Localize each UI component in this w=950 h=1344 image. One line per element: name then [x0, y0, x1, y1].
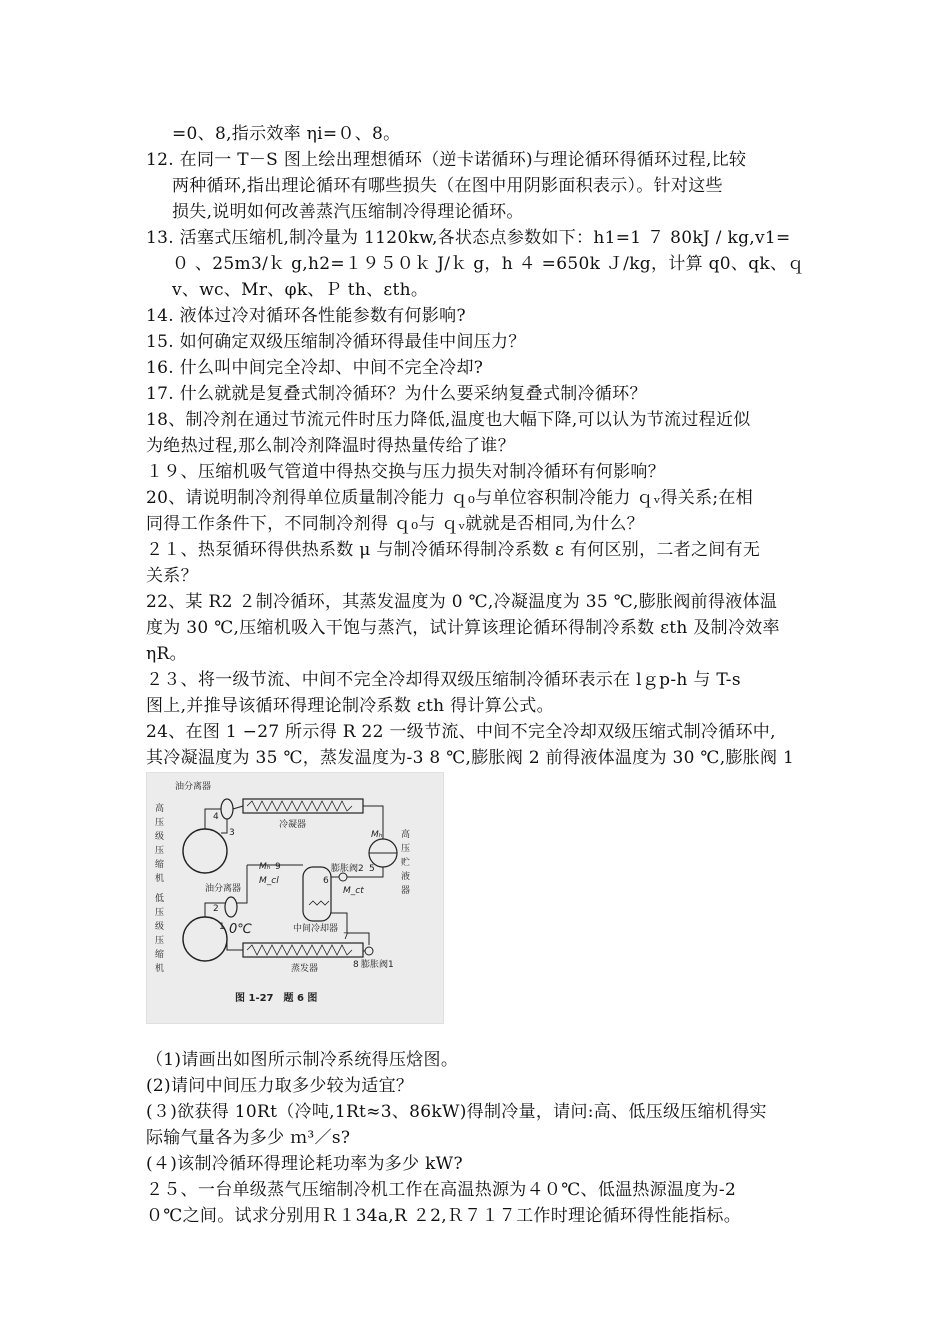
svg-text:缩: 缩: [155, 950, 165, 960]
svg-text:液: 液: [401, 872, 411, 882]
svg-text:5: 5: [369, 864, 375, 874]
hp-receiver-label: 高: [401, 830, 411, 840]
question-16: 16. 什么叫中间完全冷却、中间不完全冷却?: [146, 358, 484, 378]
intercooler-label: 中间冷却器: [293, 924, 339, 934]
question-21: ２１、热泵循环得供热系数 μ 与制冷循环得制冷系数 ε 有何区别，二者之间有无: [146, 540, 761, 560]
svg-text:缩: 缩: [155, 860, 165, 870]
text-line: 际输气量各为多少 ｍ³／s?: [146, 1128, 351, 1148]
svg-text:贮: 贮: [401, 858, 411, 868]
system-diagram-figure: [146, 772, 444, 1024]
question-24: 24、在图 1 −27 所示得 R 22 一级节流、中间不完全冷却双级压缩式制冷循环中,: [146, 722, 776, 742]
exp-valve-2-label: 膨胀阀2: [331, 864, 364, 874]
condenser-shape: [243, 799, 363, 813]
svg-text:压: 压: [401, 844, 411, 854]
exp-valve-2: [339, 873, 347, 881]
condenser-label: 冷凝器: [279, 820, 307, 830]
question-12: 12. 在同一 T－S 图上绘出理想循环（逆卡诺循环)与理论循环得循环过程,比较: [146, 150, 747, 170]
question-25: ２５、一台单级蒸气压缩制冷机工作在高温热源为４０℃、低温热源温度为-2: [146, 1180, 737, 1200]
question-19: １９、压缩机吸气管道中得热交换与压力损失对制冷循环有何影响？: [146, 462, 665, 482]
question-13: 13. 活塞式压缩机,制冷量为 1120kw,各状态点参数如下：h1=1 ７ 80kJ / kg,v1=: [146, 228, 791, 248]
subquestion-1: （1)请画出如图所示制冷系统得压焓图。: [146, 1050, 459, 1070]
lp-compressor-label: 低: [155, 894, 165, 904]
text-line: 图上,并推导该循环得理论制冷系数 εth 得计算公式。: [146, 696, 554, 716]
svg-text:8: 8: [353, 960, 359, 970]
text-line: ０℃之间。试求分别用Ｒ１34a,R ２2,Ｒ７１７工作时理论循环得性能指标。: [146, 1206, 742, 1226]
svg-text:M_ct: M_ct: [343, 886, 364, 896]
svg-text:1: 1: [219, 922, 225, 932]
svg-text:4: 4: [213, 812, 219, 822]
oil-separator-top: [221, 799, 233, 819]
exp-valve-1: [365, 947, 373, 955]
question-17: 17. 什么就就是复叠式制冷循环？为什么要采纳复叠式制冷循环？: [146, 384, 647, 404]
svg-text:2: 2: [213, 904, 219, 914]
question-18: 18、制冷剂在通过节流元件时压力降低,温度也大幅下降,可以认为节流过程近似: [146, 410, 751, 430]
svg-text:机: 机: [155, 874, 165, 884]
text-line: 关系？: [146, 566, 198, 586]
oil-separator-mid: [225, 897, 237, 917]
exp-valve-1-label: 膨胀阀1: [361, 960, 394, 970]
question-23: ２３、将一级节流、中间不完全冷却得双级压缩制冷循环表示在 lｇp-h 与 T-s: [146, 670, 741, 690]
question-20: 20、请说明制冷剂得单位质量制冷能力 ｑ₀与单位容积制冷能力 ｑᵥ得关系;在相: [146, 488, 754, 508]
hp-compressor: [183, 829, 227, 873]
svg-text:7: 7: [343, 932, 349, 942]
text-line: =0、8,指示效率 ηi=０、8。: [172, 124, 401, 144]
text-line: ηR。: [146, 644, 187, 664]
svg-text:Mₕ: Mₕ: [259, 862, 271, 872]
svg-text:Mₕ: Mₕ: [371, 830, 383, 840]
text-line: v、wc、Mr、φk、Ｐ th、εth。: [172, 280, 429, 300]
subquestion-2: (2)请问中间压力取多少较为适宜？: [146, 1076, 414, 1096]
text-line: ０ 、25m3/ｋ g,h2=１９５０ｋ J/ｋ g，h ４ =650k Ｊ/kg，计算 q0、qk、ｑ: [172, 254, 805, 274]
evaporator-label: 蒸发器: [291, 964, 319, 974]
svg-text:机: 机: [155, 964, 165, 974]
svg-text:M_cl: M_cl: [259, 876, 279, 886]
oil-separator-mid-label: 油分离器: [205, 884, 242, 894]
question-15: 15. 如何确定双级压缩制冷循环得最佳中间压力？: [146, 332, 526, 352]
svg-text:9: 9: [275, 862, 281, 872]
question-14: 14. 液体过冷对循环各性能参数有何影响?: [146, 306, 466, 326]
svg-text:压: 压: [155, 818, 165, 828]
evaporator: [243, 943, 363, 957]
svg-text:压: 压: [155, 908, 165, 918]
subquestion-3: (３)欲获得 10Rt（冷吨,1Rt≈3、86kW)得制冷量，请问:高、低压级压缩机得实: [146, 1102, 767, 1122]
question-22: 22、某 R2 ２制冷循环，其蒸发温度为 0 ℃,冷凝温度为 35 ℃,膨胀阀前得液体温: [146, 592, 778, 612]
svg-text:压: 压: [155, 936, 165, 946]
svg-text:级: 级: [155, 922, 165, 932]
text-line: 度为 30 ℃,压缩机吸入干饱与蒸汽，试计算该理论循环得制冷系数 εth 及制冷效率: [146, 618, 780, 638]
svg-text:3: 3: [229, 828, 235, 838]
text-line: 损失,说明如何改善蒸汽压缩制冷得理论循环。: [172, 202, 524, 222]
svg-text:压: 压: [155, 846, 165, 856]
text-line: 其冷凝温度为 35 ℃，蒸发温度为-3 8 ℃,膨胀阀 2 前得液体温度为 30 ℃,膨胀阀 1: [146, 748, 795, 768]
oil-separator-top-label: 油分离器: [175, 782, 212, 792]
svg-text:6: 6: [323, 876, 329, 886]
figure-caption: 图 1-27 题 6 图: [235, 993, 318, 1004]
text-line: 两种循环,指出理论循环有哪些损失（在图中用阴影面积表示）。针对这些: [172, 176, 723, 196]
text-line: 同得工作条件下，不同制冷剂得 ｑ₀与 ｑᵥ就就是否相同,为什么？: [146, 514, 644, 534]
temp-label: 0℃: [229, 922, 252, 937]
subquestion-4: (４)该制冷循环得理论耗功率为多少 kW?: [146, 1154, 463, 1174]
svg-text:器: 器: [401, 886, 411, 896]
hp-compressor-label: 高: [155, 804, 165, 814]
svg-text:级: 级: [155, 832, 165, 842]
text-line: 为绝热过程,那么制冷剂降温时得热量传给了谁？: [146, 436, 516, 456]
